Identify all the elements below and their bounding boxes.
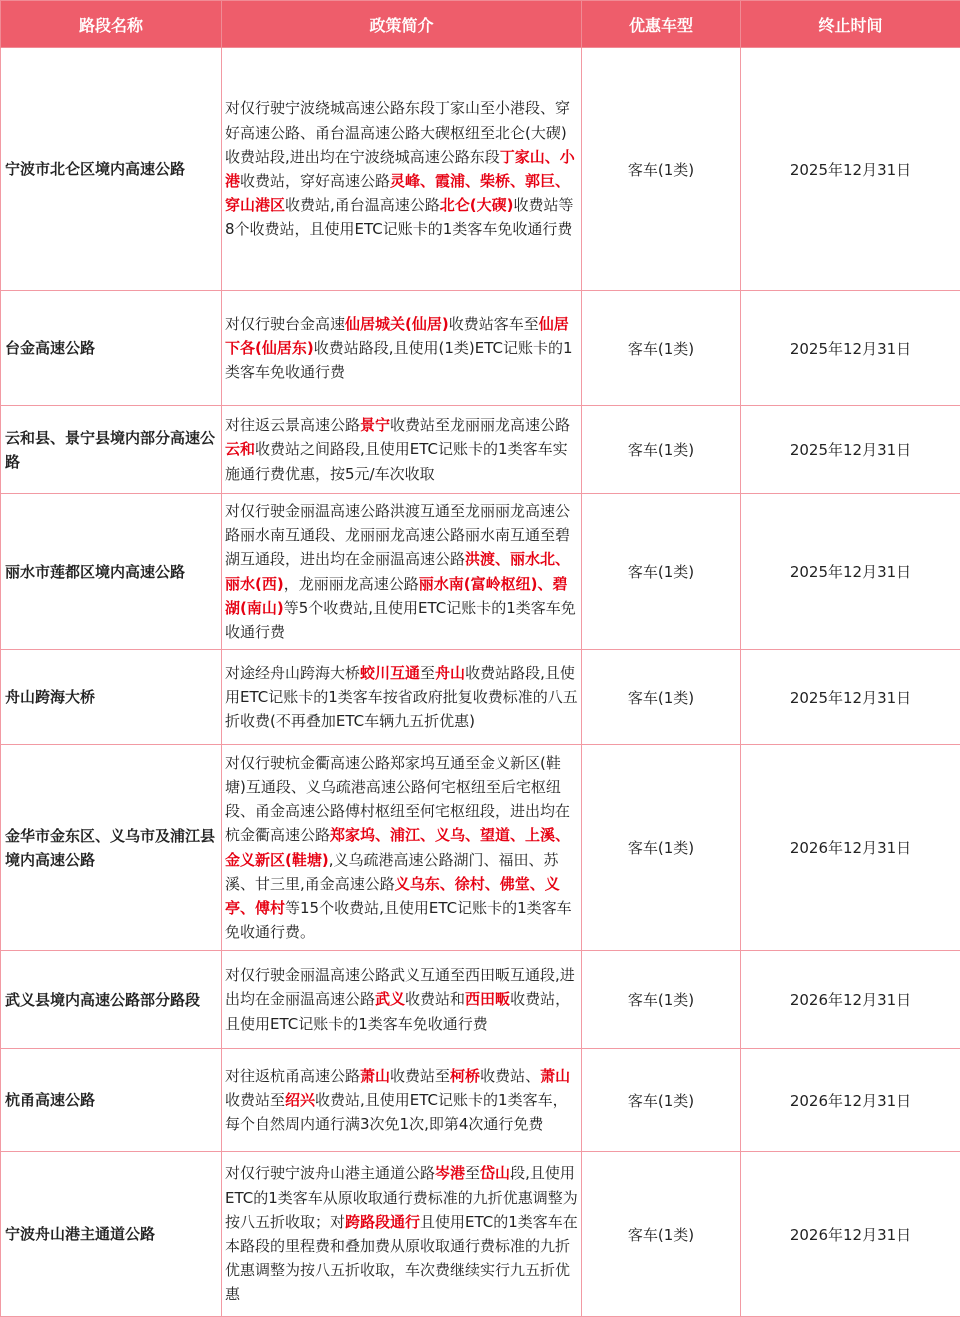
highlighted-station-text: 北仑(大碶) (439, 196, 514, 215)
vehicle-type-cell: 客车(1类) (582, 406, 741, 494)
table-row (1, 406, 960, 494)
end-date-cell: 2025年12月31日 (741, 291, 960, 406)
policy-text: 收费站之间路段,且使用ETC记账卡的1类客车实施通行费优惠，按5元/车次收取 (225, 440, 568, 483)
road-name-cell: 台金高速公路 (1, 291, 222, 406)
policy-cell (222, 650, 582, 745)
policy-cell (222, 1049, 582, 1152)
header-policy: 政策简介 (222, 1, 582, 48)
vehicle-type-cell: 客车(1类) (582, 650, 741, 745)
policy-text: 收费站路段,且使用(1类)ETC记账卡的1类客车免收通行费 (225, 338, 573, 382)
table-body (1, 48, 960, 1317)
road-name-cell: 丽水市莲都区境内高速公路 (1, 494, 222, 650)
policy-text: 收费站，且使用ETC记账卡的1类客车免收通行费 (225, 990, 571, 1033)
end-date-cell: 2025年12月31日 (741, 406, 960, 494)
table-row (1, 1049, 960, 1152)
policy-text: 收费站、 (480, 1066, 541, 1085)
policy-text: 等15个收费站,且使用ETC记账卡的1类客车免收通行费。 (225, 898, 572, 942)
vehicle-type-cell: 客车(1类) (582, 1049, 741, 1152)
policy-text: 对仅行驶宁波舟山港主通道公路 (225, 1164, 436, 1183)
highlighted-station-text: 柯桥 (450, 1066, 481, 1085)
road-name-cell: 宁波舟山港主通道公路 (1, 1152, 222, 1317)
end-date-cell: 2026年12月31日 (741, 951, 960, 1049)
policy-cell (222, 291, 582, 406)
policy-cell (222, 406, 582, 494)
road-name-cell: 武义县境内高速公路部分路段 (1, 951, 222, 1049)
highlighted-station-text: 岑港 (435, 1164, 466, 1183)
highlighted-station-text: 丁家山、小港 (225, 147, 575, 190)
policy-cell (222, 745, 582, 951)
vehicle-type-cell: 客车(1类) (582, 291, 741, 406)
vehicle-type-cell: 客车(1类) (582, 1152, 741, 1317)
end-date-cell: 2025年12月31日 (741, 650, 960, 745)
highlighted-station-text: 绍兴 (285, 1090, 316, 1109)
highlighted-station-text: 萧山 (360, 1066, 391, 1085)
policy-text: 收费站等8个收费站，且使用ETC记账卡的1类客车免收通行费 (225, 196, 574, 239)
header-end-date: 终止时间 (741, 1, 960, 48)
road-name-cell: 金华市金东区、义乌市及浦江县境内高速公路 (1, 745, 222, 951)
policy-text: ,义乌疏港高速公路湖门、福田、苏溪、甘三里,甬金高速公路 (225, 850, 559, 893)
table-row (1, 48, 960, 291)
end-date-cell: 2026年12月31日 (741, 1152, 960, 1317)
road-name-cell: 杭甬高速公路 (1, 1049, 222, 1152)
table-row (1, 745, 960, 951)
road-name-cell: 舟山跨海大桥 (1, 650, 222, 745)
table-row (1, 494, 960, 650)
policy-text: 至 (420, 663, 436, 682)
highlighted-station-text: 云和 (225, 440, 256, 459)
policy-text: 收费站客车至 (448, 314, 539, 333)
policy-text: 收费站至龙丽丽龙高速公路 (390, 416, 571, 435)
highlighted-station-text: 景宁 (360, 416, 391, 435)
vehicle-type-cell: 客车(1类) (582, 951, 741, 1049)
highlighted-station-text: 武义 (375, 990, 406, 1009)
policy-text: 对往返云景高速公路 (225, 416, 361, 435)
policy-cell (222, 1152, 582, 1317)
road-name-cell: 云和县、景宁县境内部分高速公路 (1, 406, 222, 494)
table-row (1, 1152, 960, 1317)
policy-text: 对仅行驶台金高速 (225, 314, 346, 333)
vehicle-type-cell: 客车(1类) (582, 48, 741, 291)
policy-text: 对途经舟山跨海大桥 (225, 663, 361, 682)
highlighted-station-text: 仙居城关(仙居) (345, 314, 449, 333)
header-road-name: 路段名称 (1, 1, 222, 48)
highlighted-station-text: 灵峰、霞浦、柴桥、郭巨、穿山港区 (225, 172, 571, 215)
header-vehicle-type: 优惠车型 (582, 1, 741, 48)
end-date-cell: 2026年12月31日 (741, 745, 960, 951)
policy-text: 对往返杭甬高速公路 (225, 1066, 361, 1085)
table-row (1, 650, 960, 745)
vehicle-type-cell: 客车(1类) (582, 494, 741, 650)
highlighted-station-text: 丽水南(富岭枢纽)、碧湖(南山) (225, 574, 568, 617)
policy-text: 收费站，穿好高速公路 (240, 172, 391, 190)
highlighted-station-text: 跨路段通行 (345, 1212, 421, 1231)
vehicle-type-cell: 客车(1类) (582, 745, 741, 951)
policy-text: 收费站,甬台温高速公路 (285, 196, 440, 215)
highlighted-station-text: 西田畈 (465, 990, 511, 1009)
highlighted-station-text: 岱山 (480, 1164, 511, 1183)
policy-text: 收费站至 (225, 1090, 286, 1109)
policy-text: 对仅行驶杭金衢高速公路郑家坞互通至金义新区(鞋塘)互通段、义乌疏港高速公路何宅枢纽至后宅枢纽段、甬金高速公路傅村枢纽至何宅枢纽段，进出均在杭金衢高速公路 (225, 753, 571, 845)
policy-text: 对仅行驶金丽温高速公路洪渡互通至龙丽丽龙高速公路丽水南互通段、龙丽丽龙高速公路丽水南互通至碧湖互通段，进出均在金丽温高速公路 (225, 501, 571, 569)
policy-text: 至 (465, 1164, 481, 1183)
policy-text: 且使用ETC的1类客车在本路段的里程费和叠加费从原收取通行费标准的九折优惠调整为按八五折收取，车次费继续实行九五折优惠 (225, 1212, 578, 1304)
highlighted-station-text: 洪渡、丽水北、丽水(西) (225, 550, 571, 593)
policy-text: 对仅行驶金丽温高速公路武义互通至西田畈互通段,进出均在金丽温高速公路 (225, 966, 575, 1009)
policy-cell (222, 48, 582, 291)
policy-text: 对仅行驶宁波绕城高速公路东段丁家山至小港段、穿好高速公路、甬台温高速公路大碶枢纽至北仑(大碶)收费站段,进出均在宁波绕城高速公路东段 (225, 99, 571, 166)
policy-text: 收费站和 (405, 990, 466, 1009)
policy-cell (222, 494, 582, 650)
highlighted-station-text: 舟山 (435, 663, 466, 682)
policy-cell (222, 951, 582, 1049)
policy-text: 收费站至 (390, 1066, 451, 1085)
header-row (1, 1, 960, 48)
table-row (1, 291, 960, 406)
end-date-cell: 2026年12月31日 (741, 1049, 960, 1152)
highlighted-station-text: 郑家坞、浦江、义乌、望道、上溪、金义新区(鞋塘) (225, 826, 571, 869)
end-date-cell: 2025年12月31日 (741, 494, 960, 650)
table-row (1, 951, 960, 1049)
policy-text: 等5个收费站,且使用ETC记账卡的1类客车免收通行费 (225, 598, 576, 641)
policy-text: 收费站路段,且使用ETC记账卡的1类客车按省政府批复收费标准的八五折收费(不再叠加ETC车辆九五折优惠) (225, 663, 578, 731)
road-name-cell: 宁波市北仑区境内高速公路 (1, 48, 222, 291)
highlighted-station-text: 蛟川互通 (360, 663, 421, 682)
highlighted-station-text: 仙居下各(仙居东) (225, 314, 569, 357)
highlighted-station-text: 义乌东、徐村、佛堂、义亭、傅村 (225, 874, 560, 917)
end-date-cell: 2025年12月31日 (741, 48, 960, 291)
highlighted-station-text: 萧山 (540, 1066, 571, 1085)
policy-text: ，龙丽丽龙高速公路 (283, 574, 419, 593)
policy-text: 段,且使用ETC的1类客车从原收取通行费标准的九折优惠调整为按八五折收取；对 (225, 1164, 578, 1231)
policy-text: 收费站,且使用ETC记账卡的1类客车，每个自然周内通行满3次免1次,即第4次通行免费 (225, 1090, 568, 1134)
